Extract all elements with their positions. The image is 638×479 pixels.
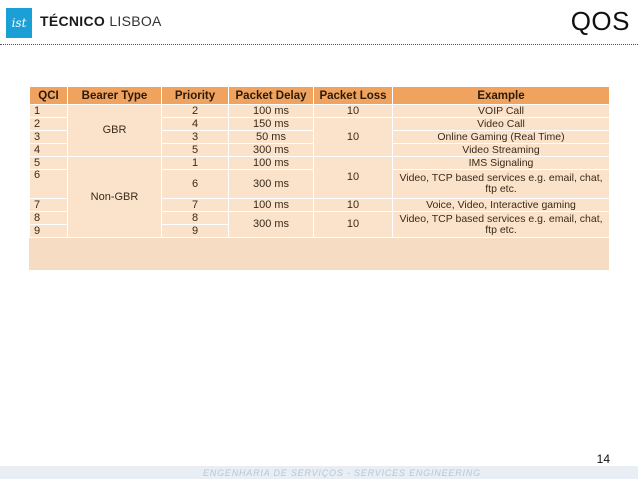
priority-cell: 5 — [162, 144, 229, 157]
delay-cell: 300 ms — [229, 212, 314, 238]
example-cell: Online Gaming (Real Time) — [393, 131, 610, 144]
slide-title: QOS — [570, 6, 630, 36]
qci-cell: 1 — [30, 105, 68, 118]
delay-cell: 50 ms — [229, 131, 314, 144]
header-priority: Priority — [162, 87, 229, 105]
priority-cell: 3 — [162, 131, 229, 144]
bearer-type-gbr: GBR — [68, 105, 162, 157]
header-bearer-type: Bearer Type — [68, 87, 162, 105]
example-cell: VOIP Call — [393, 105, 610, 118]
priority-cell: 6 — [162, 170, 229, 199]
priority-cell: 1 — [162, 157, 229, 170]
example-cell: Video Call — [393, 118, 610, 131]
table-row — [30, 105, 610, 118]
example-cell: Voice, Video, Interactive gaming — [393, 199, 610, 212]
qci-cell: 3 — [30, 131, 68, 144]
priority-cell: 8 — [162, 212, 229, 225]
priority-cell: 7 — [162, 199, 229, 212]
loss-cell: 10 — [314, 157, 393, 199]
loss-cell: 10 — [314, 105, 393, 118]
priority-cell: 9 — [162, 225, 229, 238]
qci-cell: 7 — [30, 199, 68, 212]
bearer-type-non-gbr: Non-GBR — [68, 157, 162, 238]
qos-table-container — [29, 86, 609, 270]
table-row — [30, 157, 610, 170]
priority-cell: 4 — [162, 118, 229, 131]
priority-cell: 2 — [162, 105, 229, 118]
footer-text: ENGENHARIA DE SERVIÇOS - SERVICES ENGINEERING — [203, 467, 481, 478]
header-packet-delay: Packet Delay — [229, 87, 314, 105]
header-qci: QCI — [30, 87, 68, 105]
header-example: Example — [393, 87, 610, 105]
example-cell: IMS Signaling — [393, 157, 610, 170]
footer-band — [0, 466, 638, 479]
brand-name — [40, 13, 162, 29]
qos-table — [29, 86, 610, 238]
delay-cell: 150 ms — [229, 118, 314, 131]
qci-cell: 5 — [30, 157, 68, 170]
delay-cell: 300 ms — [229, 170, 314, 199]
example-cell: Video, TCP based services e.g. email, chat, ftp etc. — [393, 170, 610, 199]
qci-cell: 8 — [30, 212, 68, 225]
delay-cell: 100 ms — [229, 105, 314, 118]
loss-cell: 10 — [314, 199, 393, 212]
loss-cell: 10 — [314, 212, 393, 238]
qci-cell: 4 — [30, 144, 68, 157]
header-divider — [0, 44, 638, 45]
delay-cell: 100 ms — [229, 199, 314, 212]
delay-cell: 300 ms — [229, 144, 314, 157]
example-cell: Video Streaming — [393, 144, 610, 157]
logo-glyph: ist — [11, 16, 27, 30]
example-cell: Video, TCP based services e.g. email, chat, ftp etc. — [393, 212, 610, 238]
loss-cell: 10 — [314, 118, 393, 157]
table-header-row — [30, 87, 610, 105]
qci-cell: 9 — [30, 225, 68, 238]
institution-logo — [6, 8, 32, 38]
delay-cell: 100 ms — [229, 157, 314, 170]
brand-light: LISBOA — [109, 13, 162, 29]
page-number: 14 — [596, 452, 610, 466]
qci-cell: 6 — [30, 170, 68, 199]
header-packet-loss: Packet Loss — [314, 87, 393, 105]
brand-bold: TÉCNICO — [40, 13, 106, 29]
qci-cell: 2 — [30, 118, 68, 131]
